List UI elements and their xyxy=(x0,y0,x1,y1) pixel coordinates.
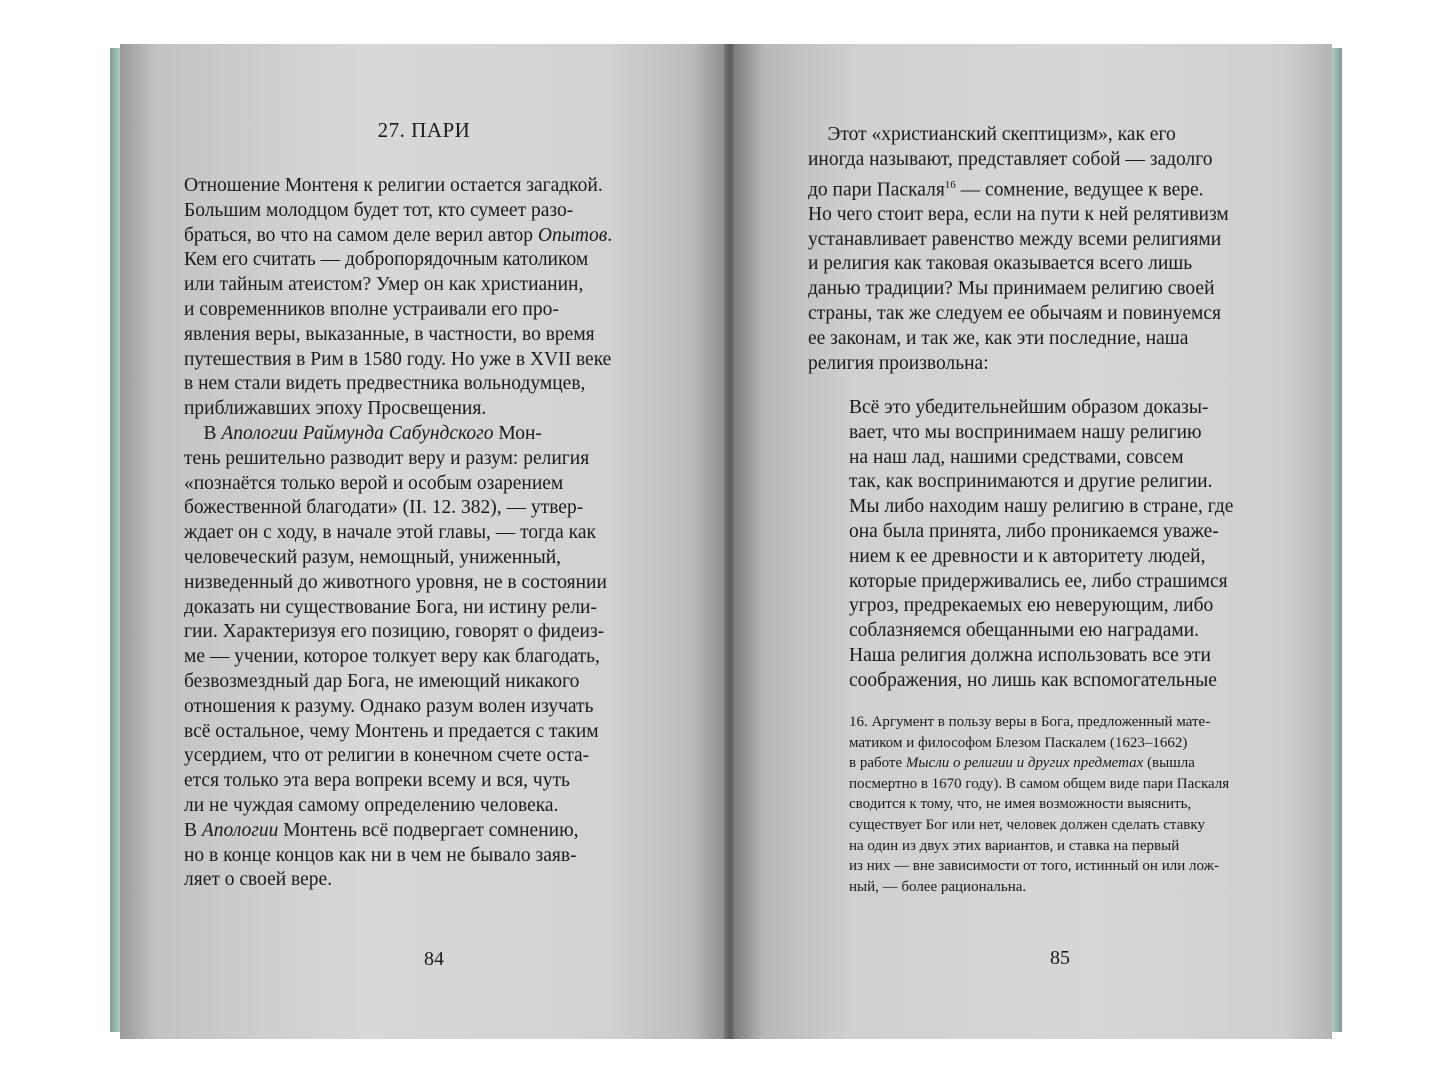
quote-line: вает, что мы воспринимаем нашу религию xyxy=(849,421,1202,443)
text-line: усердием, что от религии в конечном счете оста- xyxy=(184,745,590,767)
open-book xyxy=(110,44,1342,1039)
footnote-line: матиком и философом Блезом Паскалем (1623–1662) xyxy=(849,734,1188,751)
text-line: тень решительно разводит веру и разум: религия xyxy=(184,447,590,469)
left-page xyxy=(120,44,728,1039)
text-line: гии. Характеризуя его позицию, говорят о фидеиз- xyxy=(184,621,605,643)
footnote-line: сводится к тому, что, не имея возможности выяснить, xyxy=(849,796,1192,813)
text-line: до пари Паскаля$^{16}$ — сомнение, ведущее к вере. xyxy=(808,178,1204,201)
footnote-line: ный, — более рациональна. xyxy=(849,878,1027,895)
text-line: ли не чуждая самому определению человека. xyxy=(184,794,559,816)
quote-line: которые придерживались ее, либо страшимся xyxy=(849,570,1228,592)
text-line: Кем его считать — добропорядочным католиком xyxy=(184,249,589,271)
text-line: но в конце концов как ни в чем не бывало заяв- xyxy=(184,844,577,866)
text-line: Отношение Монтеня к религии остается загадкой. xyxy=(184,175,603,196)
text-line: ме — учении, которое толкует веру как благодать, xyxy=(184,646,600,668)
text-line: низведенный до животного уровня, не в состоянии xyxy=(184,571,607,593)
quote-line: она была принята, либо проникаемся уваже- xyxy=(849,520,1219,542)
quote-line: на наш лад, нашими средствами, совсем xyxy=(849,446,1184,468)
quote-line: Мы либо находим нашу религию в стране, где xyxy=(849,496,1234,518)
left-page-body xyxy=(184,174,612,893)
italic-book-title: Мысли о религии и других предметах xyxy=(905,755,1144,772)
text-line: или тайным атеистом? Умер он как христианин, xyxy=(184,274,584,296)
text-line: В Апологии Раймунда Сабундского Мон- xyxy=(184,422,542,444)
text-line: В Апологии Монтень всё подвергает сомнению, xyxy=(184,819,579,841)
right-page-body xyxy=(808,123,1229,376)
text-line: доказать ни существование Бога, ни истину рели- xyxy=(184,596,597,618)
text-line: путешествия в Рим в 1580 году. Но уже в XVII веке xyxy=(184,348,612,370)
text-line: ее законам, и так же, как эти последние, наша xyxy=(808,327,1189,349)
text-line: явления веры, выказанные, в частности, во время xyxy=(184,323,595,345)
quote-line: соблазняемся обещанными ею наградами. xyxy=(849,620,1200,642)
right-page xyxy=(734,44,1332,1039)
quote-line: так, как воспринимаются и другие религии. xyxy=(849,471,1213,493)
quote-line: нием к ее древности и к авторитету людей, xyxy=(849,545,1206,567)
footnote-reference: 16 xyxy=(944,178,956,191)
footnote-line: 16. Аргумент в пользу веры в Бога, предложенный матe- xyxy=(849,714,1211,730)
footnote-line: существует Бог или нет, человек должен сделать ставку xyxy=(849,816,1205,833)
italic-book-title: Опытов xyxy=(537,224,608,246)
footnote-line: из них — вне зависимости от того, истинный он или лож- xyxy=(849,858,1219,875)
text-line: всё остальное, чему Монтень и предается с таким xyxy=(184,720,599,742)
block-quote xyxy=(849,396,1233,694)
text-line: браться, во что на самом деле верил автор Опытов. xyxy=(184,224,613,246)
text-line: в нем стали видеть предвестника вольнодумцев, xyxy=(184,373,586,395)
text-line: ется только эта вера вопреки всему и вся, чуть xyxy=(184,770,570,792)
text-line: и современников вполне устраивали его про- xyxy=(184,298,559,320)
quote-line: Всё это убедительнейшим образом доказы- xyxy=(849,397,1209,418)
italic-book-title: Апологии xyxy=(201,819,279,841)
text-line: ляет о своей вере. xyxy=(184,869,333,891)
quote-line: соображения, но лишь как вспомогательные xyxy=(849,669,1217,691)
text-line: иногда называют, представляет собой — задолго xyxy=(808,148,1213,170)
page-number: 85 xyxy=(1050,947,1070,969)
footnote-line: в работе Мысли о религии и других предметах (вышла xyxy=(849,755,1195,772)
text-line: устанавливает равенство между всеми религиями xyxy=(808,228,1222,250)
text-line: человеческий разум, немощный, униженный, xyxy=(184,546,562,568)
italic-book-title: Апологии Раймунда Сабундского xyxy=(221,422,494,444)
footnote-line: посмертно в 1670 году). В самом общем виде пари Паскаля xyxy=(849,775,1230,792)
text-line: приближавших эпоху Просвещения. xyxy=(184,398,487,420)
quote-line: Наша религия должна использовать все эти xyxy=(849,644,1211,666)
footnote-line: на один из двух этих вариантов, и ставка на первый xyxy=(849,837,1180,854)
text-line: Этот «христианский скептицизм», как его xyxy=(808,124,1176,145)
text-line: страны, так же следуем ее обычаям и повинуемся xyxy=(808,303,1221,325)
text-line: Большим молодцом будет тот, кто сумеет разо- xyxy=(184,199,574,221)
text-line: безвозмездный дар Бога, не имеющий никакого xyxy=(184,670,580,692)
text-line: данью традиции? Мы принимаем религию своей xyxy=(808,278,1215,300)
chapter-title: 27. ПАРИ xyxy=(377,118,471,142)
text-line: божественной благодати» (II. 12. 382), — утвер- xyxy=(184,497,584,519)
text-line: религия произвольна: xyxy=(808,352,989,374)
text-line: отношения к разуму. Однако разум волен изучать xyxy=(184,695,594,717)
footnote xyxy=(849,712,1229,897)
page-number: 84 xyxy=(424,948,444,970)
text-line: Но чего стоит вера, если на пути к ней релятивизм xyxy=(808,203,1229,225)
quote-line: угроз, предрекаемых ею неверующим, либо xyxy=(849,595,1214,617)
text-line: и религия как таковая оказывается всего лишь xyxy=(808,253,1193,275)
text-line: «познаётся только верой и особым озарением xyxy=(184,472,564,494)
text-line: ждает он с ходу, в начале этой главы, — тогда как xyxy=(184,522,596,544)
